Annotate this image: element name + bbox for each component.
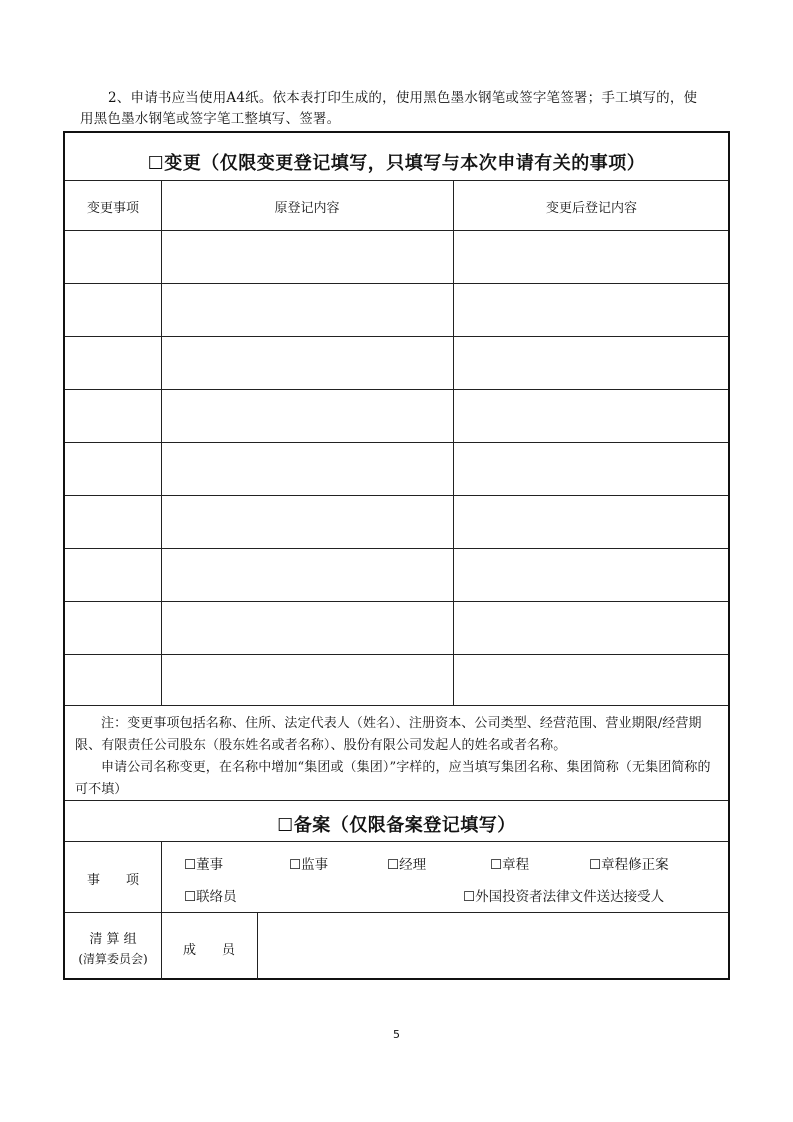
liquidation-sub-label: (清算委员会)	[78, 952, 148, 966]
col-header-item: 变更事项	[86, 201, 139, 216]
divider	[65, 705, 728, 706]
change-row-9[interactable]	[65, 655, 728, 705]
option-manager[interactable]: ☐经理	[387, 857, 427, 873]
instruction-line-1: 2、申请书应当使用A4纸。依本表打印生成的，使用黑色墨水钢笔或签字笔签署；手工填写的，使	[108, 90, 698, 106]
option-directors[interactable]: ☐董事	[184, 857, 224, 873]
instructions	[80, 88, 740, 130]
col-header-original: 原登记内容	[274, 201, 340, 216]
divider	[65, 841, 728, 842]
members-label: 成 员	[182, 943, 235, 958]
filing-section-title: ☐备案（仅限备案登记填写）	[277, 815, 516, 836]
change-row-1[interactable]	[65, 231, 728, 283]
col-line	[453, 180, 454, 705]
change-row-7[interactable]	[65, 549, 728, 601]
change-section-title: ☐变更（仅限变更登记填写，只填写与本次申请有关的事项）	[147, 153, 646, 174]
col-header-new: 变更后登记内容	[545, 201, 637, 216]
change-row-5[interactable]	[65, 443, 728, 495]
change-row-3[interactable]	[65, 337, 728, 389]
divider	[65, 180, 728, 181]
filing-item-label: 事 项	[86, 873, 139, 888]
option-articles[interactable]: ☐章程	[490, 857, 530, 873]
change-row-2[interactable]	[65, 284, 728, 336]
divider	[65, 800, 728, 801]
col-line	[161, 841, 162, 980]
change-row-6[interactable]	[65, 496, 728, 548]
col-line	[161, 180, 162, 705]
option-foreign-agent[interactable]: ☐外国投资者法律文件送达接受人	[463, 889, 665, 905]
change-note	[75, 713, 718, 801]
registration-form	[63, 131, 730, 980]
instruction-line-2: 用黑色墨水钢笔或签字笔工整填写、签署。	[80, 111, 341, 127]
option-supervisors[interactable]: ☐监事	[289, 857, 329, 873]
option-articles-amendment[interactable]: ☐章程修正案	[589, 857, 669, 873]
note-paragraph-1: 注：变更事项包括名称、住所、法定代表人（姓名）、注册资本、公司类型、经营范围、营业期限/经营期限、有限责任公司股东（股东姓名或者名称）、股份有限公司发起人的姓名或者名称。	[75, 716, 702, 753]
note-paragraph-2: 申请公司名称变更，在名称中增加“集团或（集团）”字样的，应当填写集团名称、集团简称（无集团简称的可不填）	[75, 760, 711, 797]
page-number: 5	[393, 1028, 400, 1041]
change-row-4[interactable]	[65, 390, 728, 442]
option-liaison[interactable]: ☐联络员	[184, 889, 237, 905]
change-row-8[interactable]	[65, 602, 728, 654]
members-field[interactable]	[258, 913, 728, 980]
liquidation-label: 清 算 组	[89, 932, 137, 947]
